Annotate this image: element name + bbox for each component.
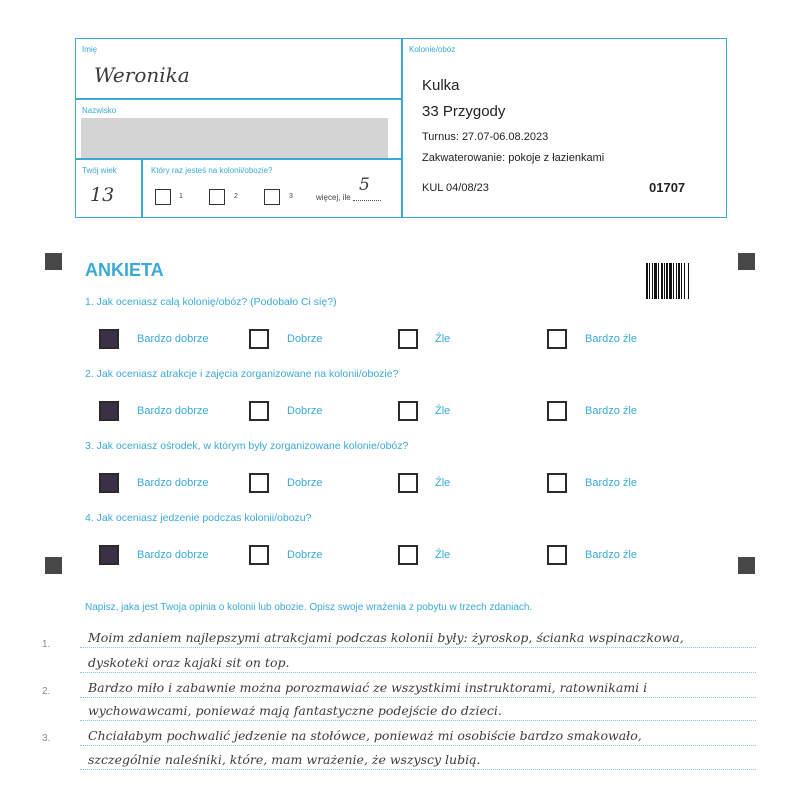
divider (401, 39, 403, 217)
camp-program: 33 Przygody (422, 103, 506, 120)
rating-checkbox[interactable] (547, 401, 567, 421)
zakwaterowanie: Zakwaterowanie: pokoje z łazienkami (422, 152, 605, 164)
turnus: Turnus: 27.07-06.08.2023 (422, 131, 549, 143)
rating-option-label: Bardzo dobrze (137, 333, 209, 345)
rating-checkbox[interactable] (99, 329, 119, 349)
dotted-line (80, 697, 756, 698)
rating-option-label: Dobrze (287, 477, 323, 489)
rating-option-label: Dobrze (287, 405, 323, 417)
opinion-prompt: Napisz, jaka jest Twoja opinia o kolonii lub obozie. Opisz swoje wrażenia z pobytu w trzech zdaniach. (85, 602, 533, 613)
rating-option-label: Dobrze (287, 549, 323, 561)
line-number: 1. (42, 639, 51, 650)
question-text: 1. Jak oceniasz całą kolonię/obóz? (Podobało Ci się?) (85, 296, 337, 308)
handwritten-line: wychowawcami, ponieważ mają fantastyczne podejście do dzieci. (88, 703, 502, 718)
redacted-surname (81, 118, 388, 158)
code: KUL 04/08/23 (422, 182, 489, 194)
rating-option-label: Źle (435, 333, 451, 345)
wiek-label: Twój wiek (82, 166, 117, 175)
visit-3-checkbox[interactable] (264, 189, 280, 205)
rating-option-label: Bardzo źle (585, 333, 637, 345)
handwritten-line: Bardzo miło i zabawnie można porozmawiać ze wszystkimi instruktorami, ratownikami i (88, 680, 648, 695)
opt3-label: 3 (289, 193, 293, 200)
rating-checkbox[interactable] (398, 545, 418, 565)
barcode (646, 263, 702, 299)
rating-checkbox[interactable] (249, 545, 269, 565)
dotted-line (80, 745, 756, 746)
barcode-bar (689, 263, 690, 299)
handwritten-line: Moim zdaniem najlepszymi atrakcjami podczas kolonii były: żyroskop, ścianka wspinaczkowa, (88, 630, 684, 645)
rating-checkbox[interactable] (99, 401, 119, 421)
question-text: 4. Jak oceniasz jedzenie podczas kolonii/obozu? (85, 512, 312, 524)
dotted-line (80, 672, 756, 673)
rating-checkbox[interactable] (99, 545, 119, 565)
rating-checkbox[interactable] (398, 329, 418, 349)
rating-option-label: Bardzo źle (585, 477, 637, 489)
handwritten-line: szczególnie naleśniki, które, mam wrażenie, że wszyscy lubią. (88, 752, 481, 767)
rating-checkbox[interactable] (249, 329, 269, 349)
registration-marker (45, 253, 62, 270)
rating-checkbox[interactable] (249, 401, 269, 421)
rating-option-label: Bardzo dobrze (137, 477, 209, 489)
wiek-value: 13 (90, 184, 115, 206)
divider (76, 98, 401, 100)
rating-checkbox[interactable] (547, 473, 567, 493)
registration-marker (45, 557, 62, 574)
visit-2-checkbox[interactable] (209, 189, 225, 205)
rating-checkbox[interactable] (249, 473, 269, 493)
divider (141, 158, 143, 217)
rating-option-label: Źle (435, 549, 451, 561)
dotted-line (80, 769, 756, 770)
rating-option-label: Bardzo źle (585, 549, 637, 561)
survey-title: ANKIETA (85, 260, 164, 280)
rating-option-label: Źle (435, 405, 451, 417)
handwritten-line: Chciałabym pochwalić jedzenie na stołówce, ponieważ mi osobiście bardzo smakowało, (88, 728, 642, 743)
opt1-label: 1 (179, 193, 183, 200)
rating-checkbox[interactable] (398, 473, 418, 493)
rating-checkbox[interactable] (547, 545, 567, 565)
header-box (75, 38, 727, 218)
rating-option-label: Bardzo dobrze (137, 405, 209, 417)
kolonie-label: Kolonie/obóz (409, 45, 456, 54)
nazwisko-label: Nazwisko (82, 106, 117, 115)
rating-option-label: Źle (435, 477, 451, 489)
dotted-line (80, 720, 756, 721)
divider (76, 158, 401, 160)
question-text: 2. Jak oceniasz atrakcje i zajęcia zorganizowane na kolonii/obozie? (85, 368, 399, 380)
rating-checkbox[interactable] (99, 473, 119, 493)
line-number: 3. (42, 733, 51, 744)
form-number: 01707 (649, 180, 686, 195)
rating-option-label: Bardzo dobrze (137, 549, 209, 561)
wiecej-value: 5 (359, 175, 370, 195)
registration-marker (738, 253, 755, 270)
rating-option-label: Bardzo źle (585, 405, 637, 417)
line-number: 2. (42, 686, 51, 697)
question-text: 3. Jak oceniasz ośrodek, w którym były zorganizowane kolonie/obóz? (85, 440, 409, 452)
imie-value: Weronika (94, 63, 190, 87)
visit-1-checkbox[interactable] (155, 189, 171, 205)
handwritten-line: dyskoteki oraz kajaki sit on top. (88, 655, 290, 670)
dotted-line (80, 647, 756, 648)
imie-label: Imię (82, 45, 98, 54)
camp-name: Kulka (422, 77, 460, 94)
wiecej-line (353, 200, 381, 201)
rating-option-label: Dobrze (287, 333, 323, 345)
ktory-raz-label: Który raz jesteś na kolonii/obozie? (151, 166, 273, 175)
wiecej-label: więcej, ile (316, 193, 351, 202)
opt2-label: 2 (234, 193, 238, 200)
rating-checkbox[interactable] (398, 401, 418, 421)
rating-checkbox[interactable] (547, 329, 567, 349)
registration-marker (738, 557, 755, 574)
